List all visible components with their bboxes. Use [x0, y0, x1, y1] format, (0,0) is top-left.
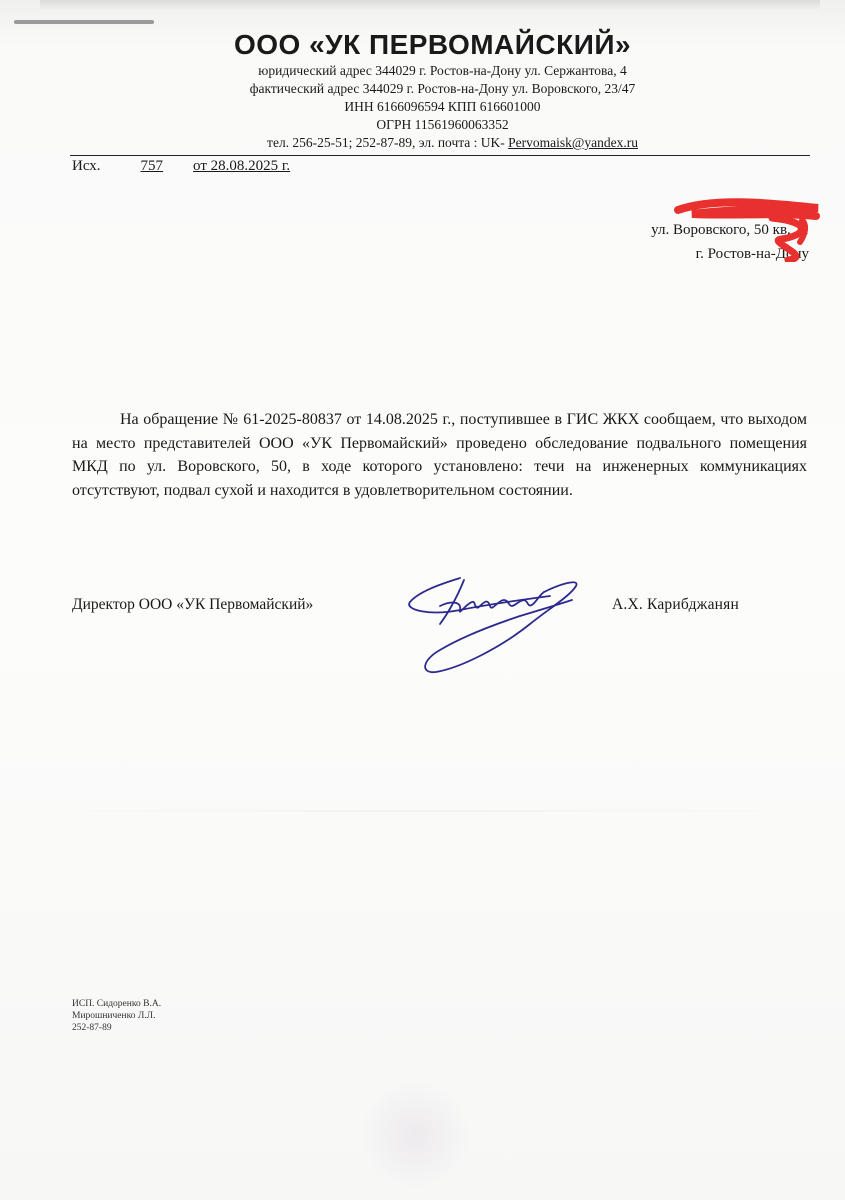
outgoing-ref	[72, 158, 290, 175]
email-link[interactable]: Pervomaisk@yandex.ru	[508, 135, 638, 150]
outgoing-number: 757	[140, 158, 164, 174]
signatory-name: А.Х. Карибджанян	[612, 596, 739, 613]
signatory-title: Директор ООО «УК Первомайский»	[72, 596, 314, 613]
page-smudge	[360, 1080, 470, 1190]
ogrn: ОГРН 11561960063352	[376, 117, 509, 132]
handwritten-signature	[400, 560, 590, 690]
inn-kpp: ИНН 6166096594 КПП 616601000	[344, 99, 541, 114]
top-fold-shadow	[40, 0, 820, 10]
body-paragraph: На обращение № 61-2025-80837 от 14.08.2025 г., поступившее в ГИС ЖКХ сообщаем, что выходом на место представителей ООО «УК Первомайский» проведено обследование подвального помещения МКД по ул. Воровского, 50, в ходе которого установлено: течи на инженерных коммуникациях отсутствуют, подвал сухой и находится в удовлетворительном состоянии.	[72, 411, 807, 499]
letterhead	[0, 28, 845, 152]
redaction-scribble	[672, 196, 822, 262]
header-rule	[70, 155, 810, 156]
executor-phone: 252-87-89	[72, 1023, 112, 1033]
contacts-text: тел. 256-25-51; 252-87-89, эл. почта : UK-	[267, 135, 509, 150]
executor-line-1: ИСП. Сидоренко В.А.	[72, 999, 162, 1009]
executor-line-2: Мирошниченко Л.Л.	[72, 1011, 156, 1021]
corner-mark	[14, 20, 154, 24]
actual-address: фактический адрес 344029 г. Ростов-на-Дону ул. Воровского, 23/47	[249, 81, 636, 96]
outgoing-date: от 28.08.2025 г.	[193, 158, 291, 174]
legal-address: юридический адрес 344029 г. Ростов-на-Дону ул. Сержантова, 4	[258, 63, 627, 78]
letter-body	[72, 408, 807, 502]
executor-note	[72, 998, 161, 1034]
contacts	[60, 134, 845, 152]
org-name: ООО «УК ПЕРВОМАЙСКИЙ»	[233, 29, 632, 60]
outgoing-label: Исх.	[72, 158, 101, 174]
fold-line	[0, 810, 845, 812]
recipient-city: г. Ростов-на-Дону	[695, 246, 809, 262]
recipient-street: ул. Воровского, 50 кв. 11	[651, 222, 809, 238]
